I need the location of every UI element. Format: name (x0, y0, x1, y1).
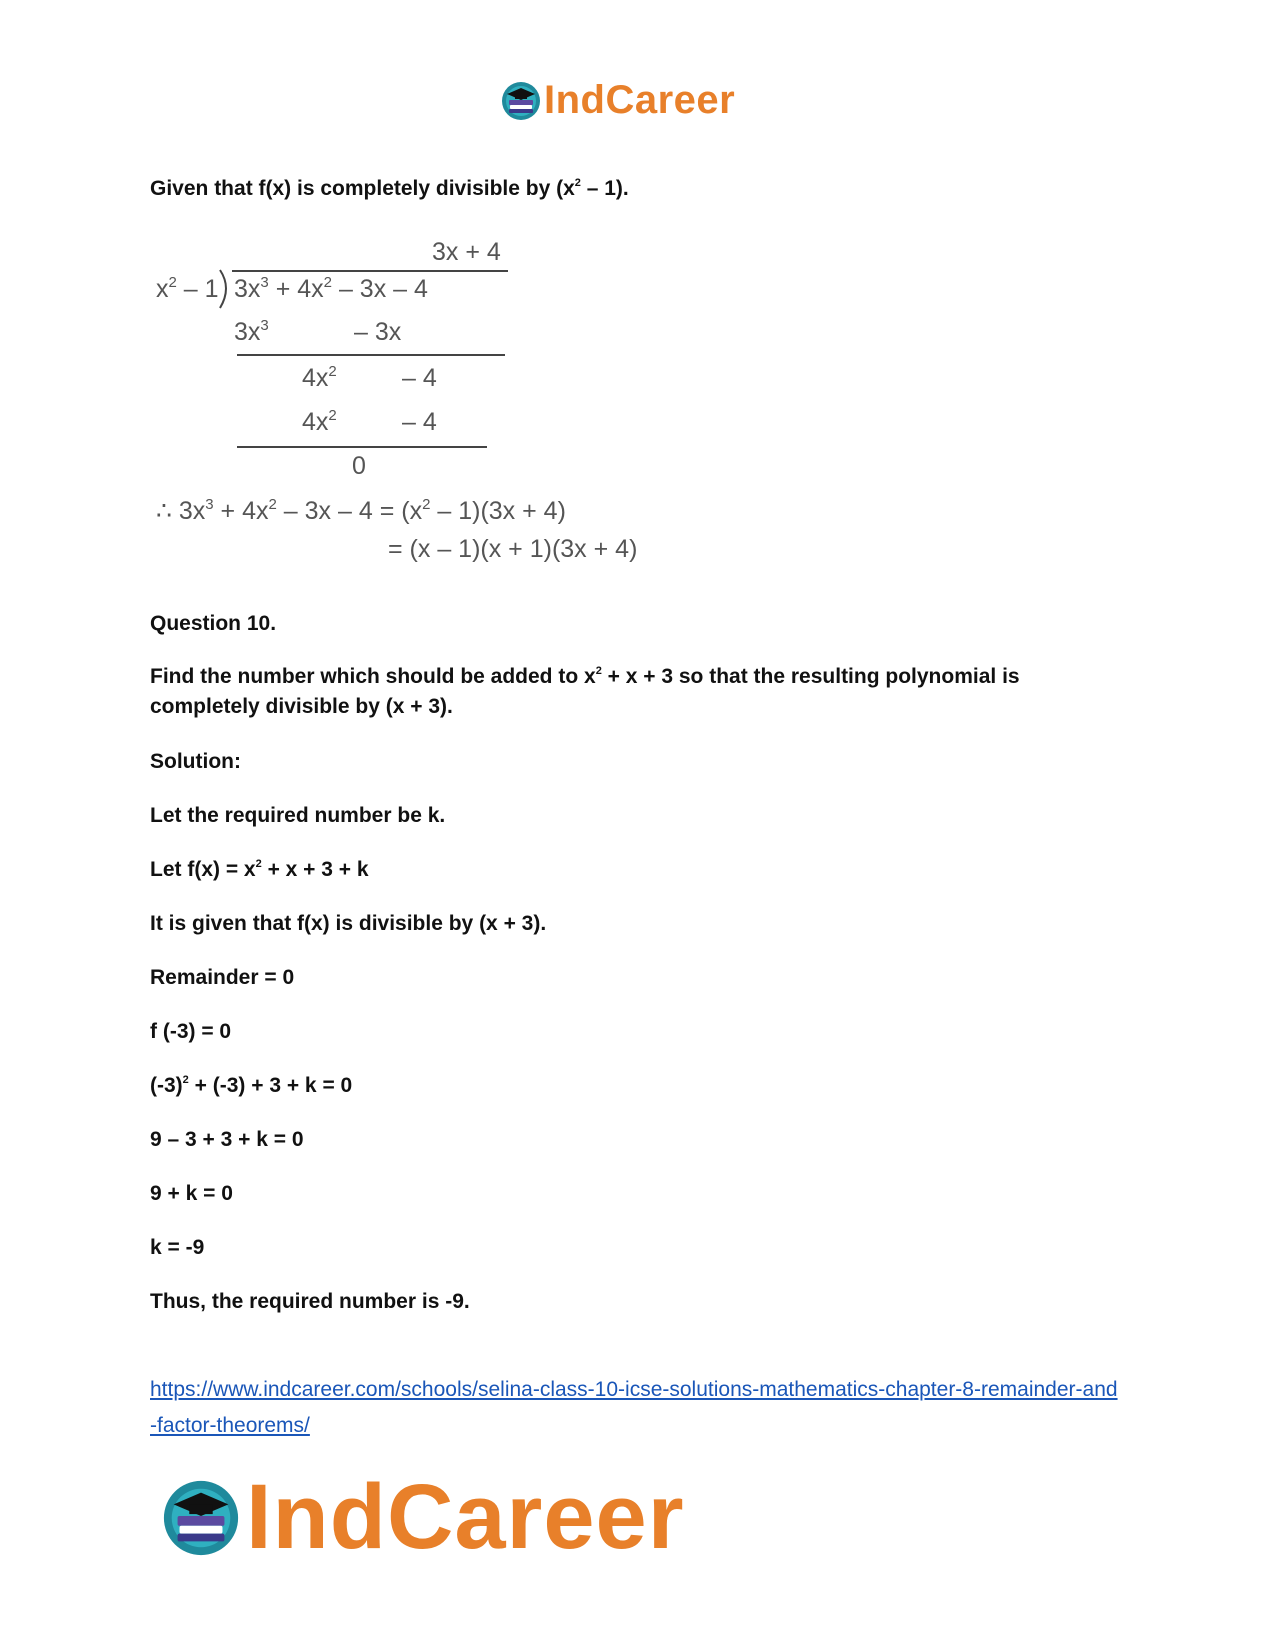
solution-line: Let the required number be k. (150, 804, 446, 827)
solution-conclusion: Thus, the required number is -9. (150, 1290, 470, 1313)
solution-line: k = -9 (150, 1236, 205, 1259)
header-logo (500, 78, 735, 123)
question-title: Question 10. (150, 612, 277, 635)
solution-line: $(-3)^2 + (-3) + 3 + k = 0$ (150, 1074, 353, 1097)
subtract-row-1-term-b: – 3x (354, 318, 402, 346)
solution-line: f (-3) = 0 (150, 1020, 232, 1043)
brand-name: IndCareer (544, 78, 736, 122)
final-remainder: 0 (352, 452, 366, 480)
solution-label: Solution: (150, 750, 241, 773)
dividend: $3x^3 + 4x^2 - 3x - 4$ (234, 274, 428, 303)
solution-line: It is given that f(x) is divisible by (x + 3). (150, 912, 547, 935)
subtract-row-2-term-b: – 4 (402, 408, 437, 436)
question-text: Find the number which should be added to $x^2 + x + 3$ so that the resulting polynomial is completely divisible by (x + 3). (150, 665, 1020, 718)
solution-line: Remainder = 0 (150, 966, 295, 989)
book-cap-icon (500, 80, 542, 122)
subtract-line-1 (237, 354, 505, 356)
quotient: 3x + 4 (432, 238, 501, 266)
remainder-row-1-term-a: $4x^2$ (302, 363, 337, 392)
therefore-line-2: = (x – 1)(x + 1)(3x + 4) (388, 535, 638, 563)
intro-text: Given that f(x) is completely divisible by $(x^2 - 1)$. (150, 177, 629, 200)
book-cap-icon (160, 1477, 242, 1559)
source-link[interactable]: https://www.indcareer.com/schools/selina-class-10-icse-solutions-mathematics-chapter-8-remainder-and-factor-theorems/ (150, 1378, 1118, 1437)
solution-line: 9 – 3 + 3 + k = 0 (150, 1128, 304, 1151)
therefore-line-1: ∴ $3x^3 + 4x^2 - 3x - 4 = (x^2 - 1)(3x + 4)$ (156, 496, 566, 525)
division-bracket-icon (218, 268, 234, 310)
footer-logo (160, 1465, 685, 1570)
remainder-row-1-term-b: – 4 (402, 364, 437, 392)
solution-line: Let $f(x) = x^2 + x + 3 + k$ (150, 858, 369, 881)
divisor: $x^2 - 1$ (156, 274, 219, 303)
division-bar (232, 270, 508, 272)
brand-name: IndCareer (246, 1466, 685, 1568)
subtract-row-2-term-a: $4x^2$ (302, 407, 337, 436)
subtract-line-2 (237, 446, 487, 448)
solution-line: 9 + k = 0 (150, 1182, 233, 1205)
subtract-row-1-term-a: $3x^3$ (234, 317, 269, 346)
